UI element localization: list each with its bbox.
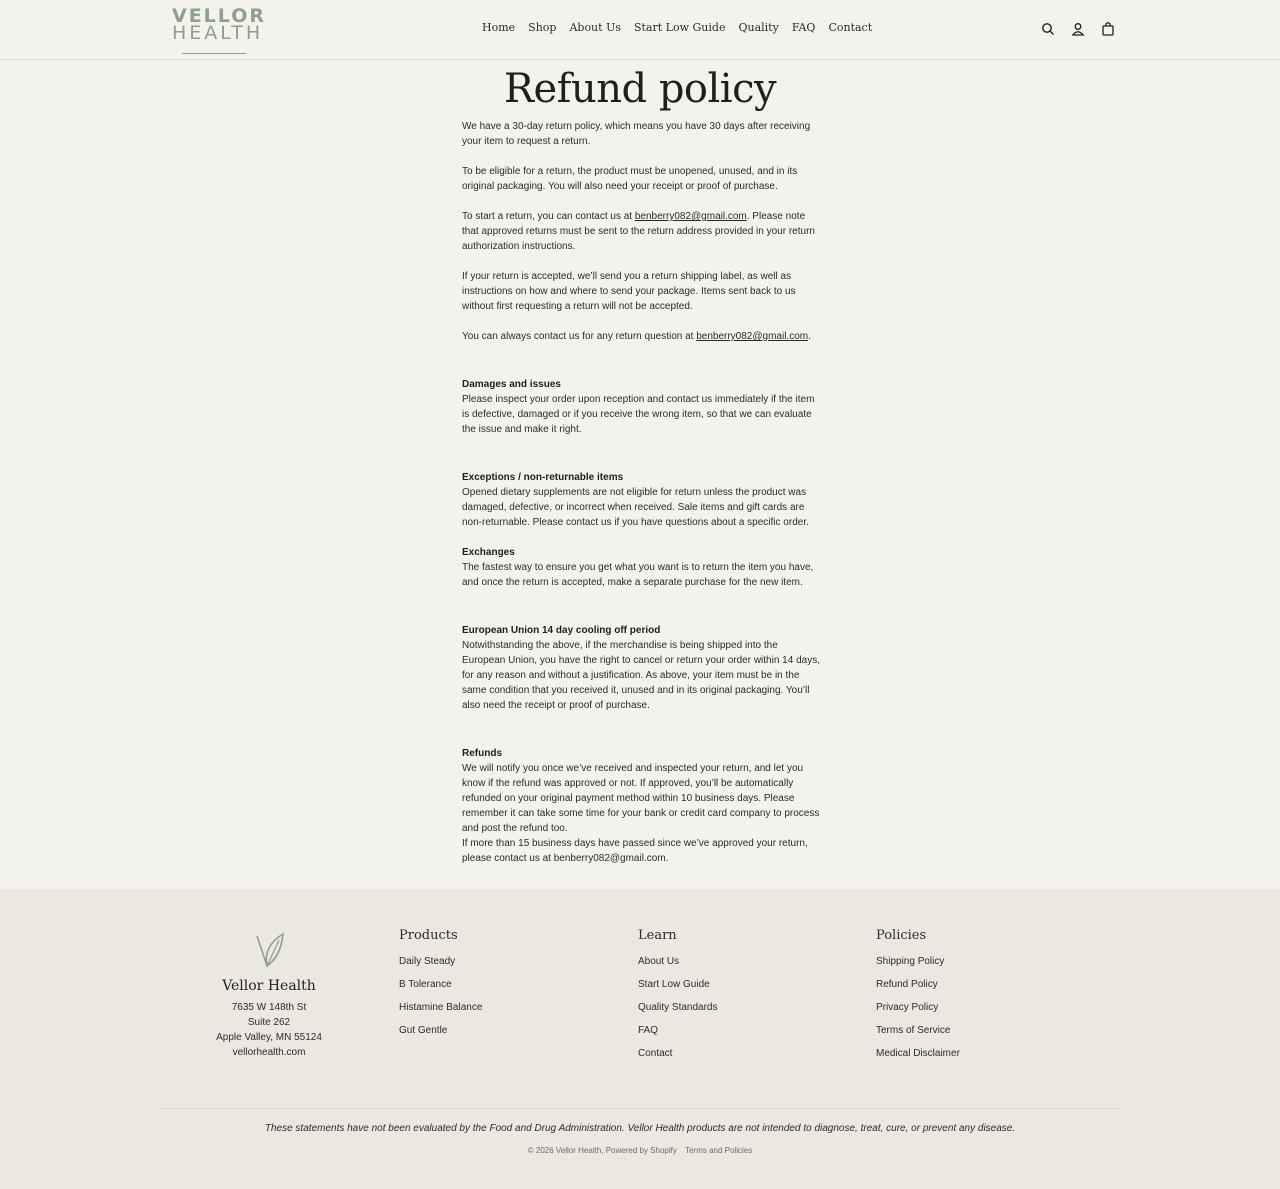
copyright-text: © 2026 Vellor Health, Powered by Shopify [527, 1146, 677, 1155]
nav-shop[interactable]: Shop [528, 21, 557, 34]
footer-link-histamine-balance[interactable]: Histamine Balance [399, 1002, 483, 1013]
intro-paragraph-1: We have a 30-day return policy, which means you have 30 days after receiving your item to request a return. [462, 121, 811, 147]
footer-brand-name: Vellor Health [222, 978, 316, 994]
footer-link-start-low-guide[interactable]: Start Low Guide [638, 979, 710, 990]
footer-link-gut-gentle[interactable]: Gut Gentle [399, 1025, 448, 1036]
contact-suffix: . Please note that approved returns must be sent to the return address provided in your return authorization instructions. [462, 211, 815, 252]
accepted-paragraph: If your return is accepted, we’ll send you a return shipping label, as well as instructions on how and where to send your package. Items sent back to us without first requesting a return will not be accepted. [462, 271, 796, 312]
terms-and-policies-link[interactable]: Terms and Policies [685, 1146, 753, 1155]
cart-icon[interactable] [1100, 21, 1116, 37]
section-heading: European Union 14 day cooling off period [462, 625, 661, 636]
policies-heading: Policies [876, 928, 927, 943]
email-link[interactable]: benberry082@gmail.com [634, 211, 747, 222]
logo-line-1: VELLOR [172, 5, 267, 27]
address-line: Apple Valley, MN 55124 [216, 1032, 322, 1043]
header-icons [1040, 21, 1116, 37]
section-refunds [462, 746, 822, 866]
footer-link-medical-disclaimer[interactable]: Medical Disclaimer [876, 1048, 960, 1059]
contact-paragraph [462, 209, 822, 254]
fda-disclaimer: These statements have not been evaluated by the Food and Drug Administration. Vellor Health products are not intended to diagnose, treat, cure, or prevent any disease. [264, 1123, 1016, 1134]
website-link[interactable]: vellorhealth.com [232, 1047, 306, 1058]
section-eu-cooling-off [462, 623, 822, 713]
address-line: 7635 W 148th St [231, 1002, 307, 1013]
intro-paragraph-2: To be eligible for a return, the product must be unopened, unused, and in its original packaging. You will also need your receipt or proof of purchase. [462, 166, 798, 192]
footer-link-quality-standards[interactable]: Quality Standards [638, 1002, 718, 1013]
nav-home[interactable]: Home [482, 21, 516, 34]
footer-link-privacy-policy[interactable]: Privacy Policy [876, 1002, 939, 1013]
email-link-2[interactable]: benberry082@gmail.com [696, 331, 809, 342]
section-body: Notwithstanding the above, if the merchandise is being shipped into the European Union, you have the right to cancel or return your order within 14 days, for any reason and without a justification. As above, your item must be in the same condition that you received it, unused and in its original packaging. You’ll also need the receipt or proof of purchase. [462, 640, 820, 711]
leaf-icon [249, 930, 289, 970]
site-header [0, 0, 1280, 60]
contact-prefix: To start a return, you can contact us at [462, 211, 635, 222]
footer-learn-column [638, 928, 718, 1070]
section-body: Opened dietary supplements are not eligible for return unless the product was damaged, defective, or incorrect when received. Sale items and gift cards are non-returnable. Please contact us if you have questions about a specific order. [462, 487, 809, 528]
always-contact-paragraph [462, 329, 822, 344]
learn-heading: Learn [638, 928, 677, 943]
nav-about-us[interactable]: About Us [569, 21, 621, 34]
footer-products-column [399, 928, 482, 1047]
footer-brand [209, 930, 329, 1060]
section-body: Please inspect your order upon reception and contact us immediately if the item is defective, damaged or if you receive the wrong item, so that we can evaluate the issue and make it right. [462, 394, 815, 435]
footer-link-daily-steady[interactable]: Daily Steady [399, 956, 456, 967]
logo-line-2: HEALTH [172, 22, 264, 44]
site-logo[interactable] [172, 5, 267, 50]
footer-link-refund-policy[interactable]: Refund Policy [876, 979, 938, 990]
nav-quality[interactable]: Quality [738, 21, 779, 34]
section-heading: Damages and issues [462, 379, 561, 390]
final-note: If more than 15 business days have passed since we’ve approved your return, please contact us at benberry082@gmail.com. [462, 838, 808, 864]
section-damages [462, 377, 822, 437]
footer-link-contact[interactable]: Contact [638, 1048, 673, 1059]
footer-policies-column [876, 928, 960, 1070]
section-body: The fastest way to ensure you get what you want is to return the item you have, and once the return is accepted, make a separate purchase for the new item. [462, 562, 814, 588]
nav-contact[interactable]: Contact [828, 21, 873, 34]
policy-content [462, 119, 822, 866]
account-icon[interactable] [1070, 21, 1086, 37]
section-heading: Exchanges [462, 547, 515, 558]
footer-link-faq[interactable]: FAQ [638, 1025, 659, 1036]
logo-underline [182, 53, 246, 54]
products-heading: Products [399, 928, 458, 943]
footer-address [209, 1000, 329, 1060]
section-body: We will notify you once we’ve received and inspected your return, and let you know if the refund was approved or not. If approved, you’ll be automatically refunded on your original payment method within 10 business days. Please remember it can take some time for your bank or credit card company to process and post the refund too. [462, 763, 820, 834]
section-heading: Refunds [462, 748, 502, 759]
footer-link-about-us[interactable]: About Us [638, 956, 680, 967]
search-icon[interactable] [1040, 21, 1056, 37]
section-exceptions [462, 470, 822, 530]
nav-faq[interactable]: FAQ [791, 21, 816, 34]
footer-divider [160, 1108, 1120, 1109]
copyright [0, 1146, 1280, 1155]
main-nav [482, 21, 885, 34]
nav-start-low-guide[interactable]: Start Low Guide [633, 21, 726, 34]
footer-link-shipping-policy[interactable]: Shipping Policy [876, 956, 945, 967]
footer-link-terms-of-service[interactable]: Terms of Service [876, 1025, 951, 1036]
always-prefix: You can always contact us for any return question at [462, 331, 697, 342]
page-title: Refund policy [503, 66, 777, 112]
section-exchanges [462, 545, 822, 590]
always-suffix: . [808, 331, 811, 342]
address-line: Suite 262 [247, 1017, 291, 1028]
footer-link-b-tolerance[interactable]: B Tolerance [399, 979, 452, 990]
section-heading: Exceptions / non-returnable items [462, 472, 624, 483]
